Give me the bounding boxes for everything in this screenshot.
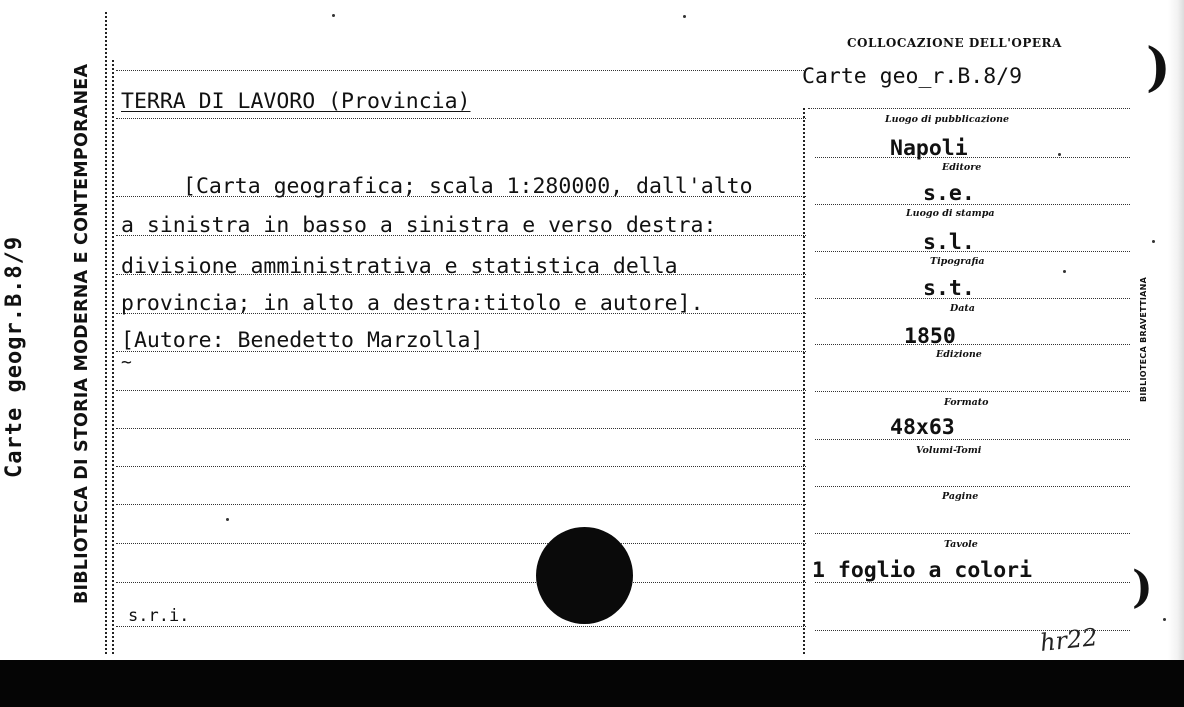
value-editore: s.e. <box>923 181 975 206</box>
tilde-mark: ~ <box>121 352 132 373</box>
field-rule-line <box>815 344 1130 345</box>
collocazione-bracket: ) <box>1146 37 1171 98</box>
label-data: Data <box>950 303 975 314</box>
footer-note: s.r.i. <box>128 606 190 626</box>
value-formato: 48x63 <box>890 415 955 440</box>
rule-line <box>116 390 806 391</box>
library-name-stamp: BIBLIOTECA DI STORIA MODERNA E CONTEMPORANEA <box>72 63 92 604</box>
field-rule-line <box>815 486 1130 487</box>
rule-line <box>116 466 806 467</box>
left-border-line <box>105 12 107 654</box>
value-luogo-pubblicazione: Napoli <box>890 136 968 161</box>
value-luogo-stampa: s.l. <box>923 230 975 255</box>
column-divider-line <box>803 108 805 654</box>
label-tipografia: Tipografia <box>930 256 985 267</box>
rule-line <box>116 582 806 583</box>
rule-line <box>116 543 806 544</box>
label-luogo-pubblicazione: Luogo di pubblicazione <box>885 114 1010 125</box>
tavole-bracket: ) <box>1132 562 1153 613</box>
field-rule-line <box>815 157 1130 158</box>
description-line-4: provincia; in alto a destra:titolo e autore]. <box>121 291 704 316</box>
speck <box>226 518 229 521</box>
rule-line <box>116 428 806 429</box>
collocazione-heading: COLLOCAZIONE DELL'OPERA <box>847 36 1062 50</box>
value-tipografia: s.t. <box>923 276 975 301</box>
collocazione-value: Carte geo_r.B.8/9 <box>802 64 1023 89</box>
description-line-3: divisione amministrativa e statistica della <box>121 254 678 279</box>
description-line-2: a sinistra in basso a sinistra e verso destra: <box>121 213 717 238</box>
description-line-1: [Carta geografica; scala 1:280000, dall'alto <box>183 174 753 199</box>
speck <box>1152 240 1155 243</box>
label-editore: Editore <box>942 162 982 173</box>
value-data: 1850 <box>904 324 956 349</box>
speck <box>683 15 686 18</box>
card-title: TERRA DI LAVORO (Provincia) <box>121 89 471 114</box>
label-tavole: Tavole <box>944 539 978 550</box>
label-edizione: Edizione <box>936 349 982 360</box>
rule-line <box>116 626 806 627</box>
speck <box>1058 153 1061 156</box>
author-line: [Autore: Benedetto Marzolla] <box>121 328 484 353</box>
punch-hole <box>536 527 633 624</box>
scan-right-edge <box>1168 0 1184 660</box>
label-volumi-tomi: Volumi-Tomi <box>916 445 982 456</box>
label-pagine: Pagine <box>942 491 979 502</box>
right-library-stamp: BIBLIOTECA BRAVETTIANA <box>1139 276 1148 402</box>
speck <box>1163 618 1166 621</box>
speck <box>332 14 335 17</box>
scan-bottom-edge <box>0 660 1184 707</box>
speck <box>1063 270 1066 273</box>
rule-line <box>116 504 806 505</box>
label-formato: Formato <box>944 397 989 408</box>
handwritten-signature: hr22 <box>1038 623 1099 657</box>
text-area-left-line <box>112 60 114 654</box>
value-tavole: 1 foglio a colori <box>812 558 1033 583</box>
side-call-number: Carte geogr.B.8/9 <box>2 235 27 478</box>
rule-line <box>116 118 806 119</box>
label-luogo-stampa: Luogo di stampa <box>906 208 995 219</box>
field-rule-line <box>815 391 1130 392</box>
rule-line <box>116 70 806 71</box>
field-rule-line <box>808 108 1130 109</box>
field-rule-line <box>815 533 1130 534</box>
field-rule-line <box>815 439 1130 440</box>
